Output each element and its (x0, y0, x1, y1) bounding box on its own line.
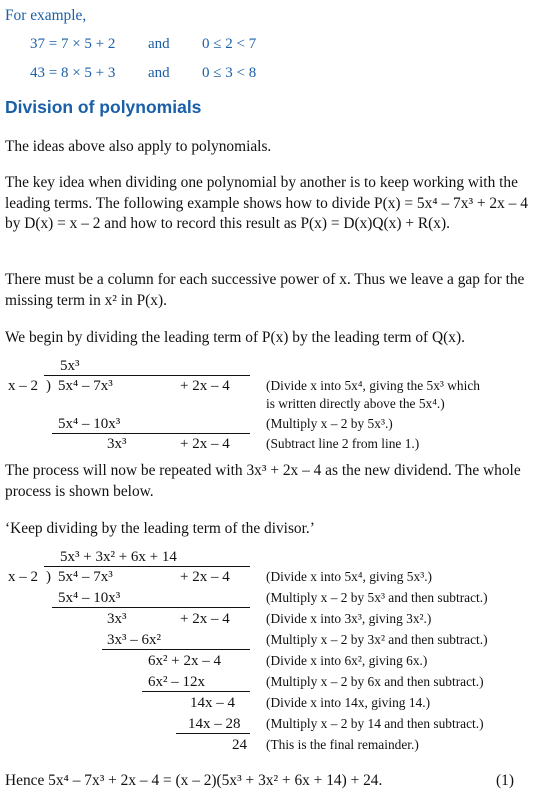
divisor-1: x – 2 (8, 378, 38, 394)
div2-row-4: 3x³ – 6x² (107, 632, 161, 648)
div2-note-1: (Divide x into 5x⁴, giving 5x³.) (266, 569, 433, 584)
div2-note-7: (Divide x into 14x, giving 14.) (266, 695, 431, 710)
div1-row2: 5x⁴ – 10x³ (58, 416, 121, 432)
example-2-inequality: 0 ≤ 3 < 8 (202, 65, 257, 81)
quotient-2: 5x³ + 3x² + 6x + 14 (60, 549, 177, 565)
conclusion: Hence 5x⁴ – 7x³ + 2x – 4 = (x – 2)(5x³ + 3x² + 6x + 14) + 24. (5, 772, 383, 789)
div1-note-2: is written directly above the 5x⁴.) (266, 396, 445, 411)
dividend-1: 5x⁴ – 7x³ (58, 378, 113, 394)
div2-note-2: (Multiply x – 2 by 5x³ and then subtract.) (266, 590, 488, 605)
div2-row-8: 14x – 28 (188, 716, 241, 732)
division-bar-2 (44, 566, 250, 567)
div2-note-5: (Divide x into 6x², giving 6x.) (266, 653, 428, 668)
paragraph-5: The process will now be repeated with 3x³ + 2x – 4 as the new dividend. The whole process is shown below. (5, 462, 521, 500)
dividend-1-rest: + 2x – 4 (180, 378, 230, 394)
div2-note-3: (Divide x into 3x³, giving 3x².) (266, 611, 432, 626)
div2-row-5: 6x² + 2x – 4 (148, 653, 221, 669)
div2-line-1 (52, 607, 250, 608)
paragraph-6: ‘Keep dividing by the leading term of the divisor.’ (5, 520, 315, 537)
for-example-label: For example, (5, 7, 87, 24)
quotient-1: 5x³ (60, 358, 80, 374)
div2-line-2 (102, 649, 250, 650)
div1-row3-b: + 2x – 4 (180, 436, 230, 452)
division-bar-1 (44, 375, 250, 376)
paragraph-3: There must be a column for each successive power of x. Thus we leave a gap for the missing term in x² in P(x). (5, 271, 525, 309)
section-heading: Division of polynomials (5, 97, 202, 117)
div1-note-3: (Multiply x – 2 by 5x³.) (266, 416, 393, 431)
div1-row3-a: 3x³ (107, 436, 127, 452)
example-2-equation: 43 = 8 × 5 + 3 (30, 65, 116, 81)
div2-note-8: (Multiply x – 2 by 14 and then subtract.) (266, 716, 484, 731)
div2-note-9: (This is the final remainder.) (266, 737, 419, 752)
div1-subtract-line (52, 433, 250, 434)
div2-note-6: (Multiply x – 2 by 6x and then subtract.) (266, 674, 484, 689)
example-1-and: and (148, 36, 170, 52)
div2-row-6: 6x² – 12x (148, 674, 205, 690)
div2-line-4 (176, 733, 250, 734)
div2-remainder: 24 (232, 737, 247, 753)
div2-row-1: 5x⁴ – 7x³ (58, 569, 113, 585)
paragraph-1: The ideas above also apply to polynomials. (5, 138, 272, 155)
example-2-and: and (148, 65, 170, 81)
div2-line-3 (142, 691, 250, 692)
paragraph-2: The key idea when dividing one polynomial by another is to keep working with the leading terms. The following example shows how to divide P(x) = 5x⁴ – 7x³ + 2x – 4 by D(x) = x – 2 and how to record this result as P(x) = D(x)Q(x) + R(x). (5, 174, 528, 232)
division-bracket-2: ) (46, 569, 51, 585)
div2-note-4: (Multiply x – 2 by 3x² and then subtract.) (266, 632, 488, 647)
equation-number: (1) (496, 772, 514, 789)
div2-row-1-rest: + 2x – 4 (180, 569, 230, 585)
paragraph-4: We begin by dividing the leading term of P(x) by the leading term of Q(x). (5, 329, 465, 346)
example-1-equation: 37 = 7 × 5 + 2 (30, 36, 116, 52)
div2-row-7: 14x – 4 (190, 695, 235, 711)
div2-row-3: 3x³ (107, 611, 127, 627)
divisor-2: x – 2 (8, 569, 38, 585)
div2-row-2: 5x⁴ – 10x³ (58, 590, 121, 606)
example-1-inequality: 0 ≤ 2 < 7 (202, 36, 257, 52)
division-bracket-1: ) (46, 378, 51, 394)
div1-note-4: (Subtract line 2 from line 1.) (266, 436, 420, 451)
div1-note-1: (Divide x into 5x⁴, giving the 5x³ which (266, 378, 480, 393)
div2-row-3-rest: + 2x – 4 (180, 611, 230, 627)
